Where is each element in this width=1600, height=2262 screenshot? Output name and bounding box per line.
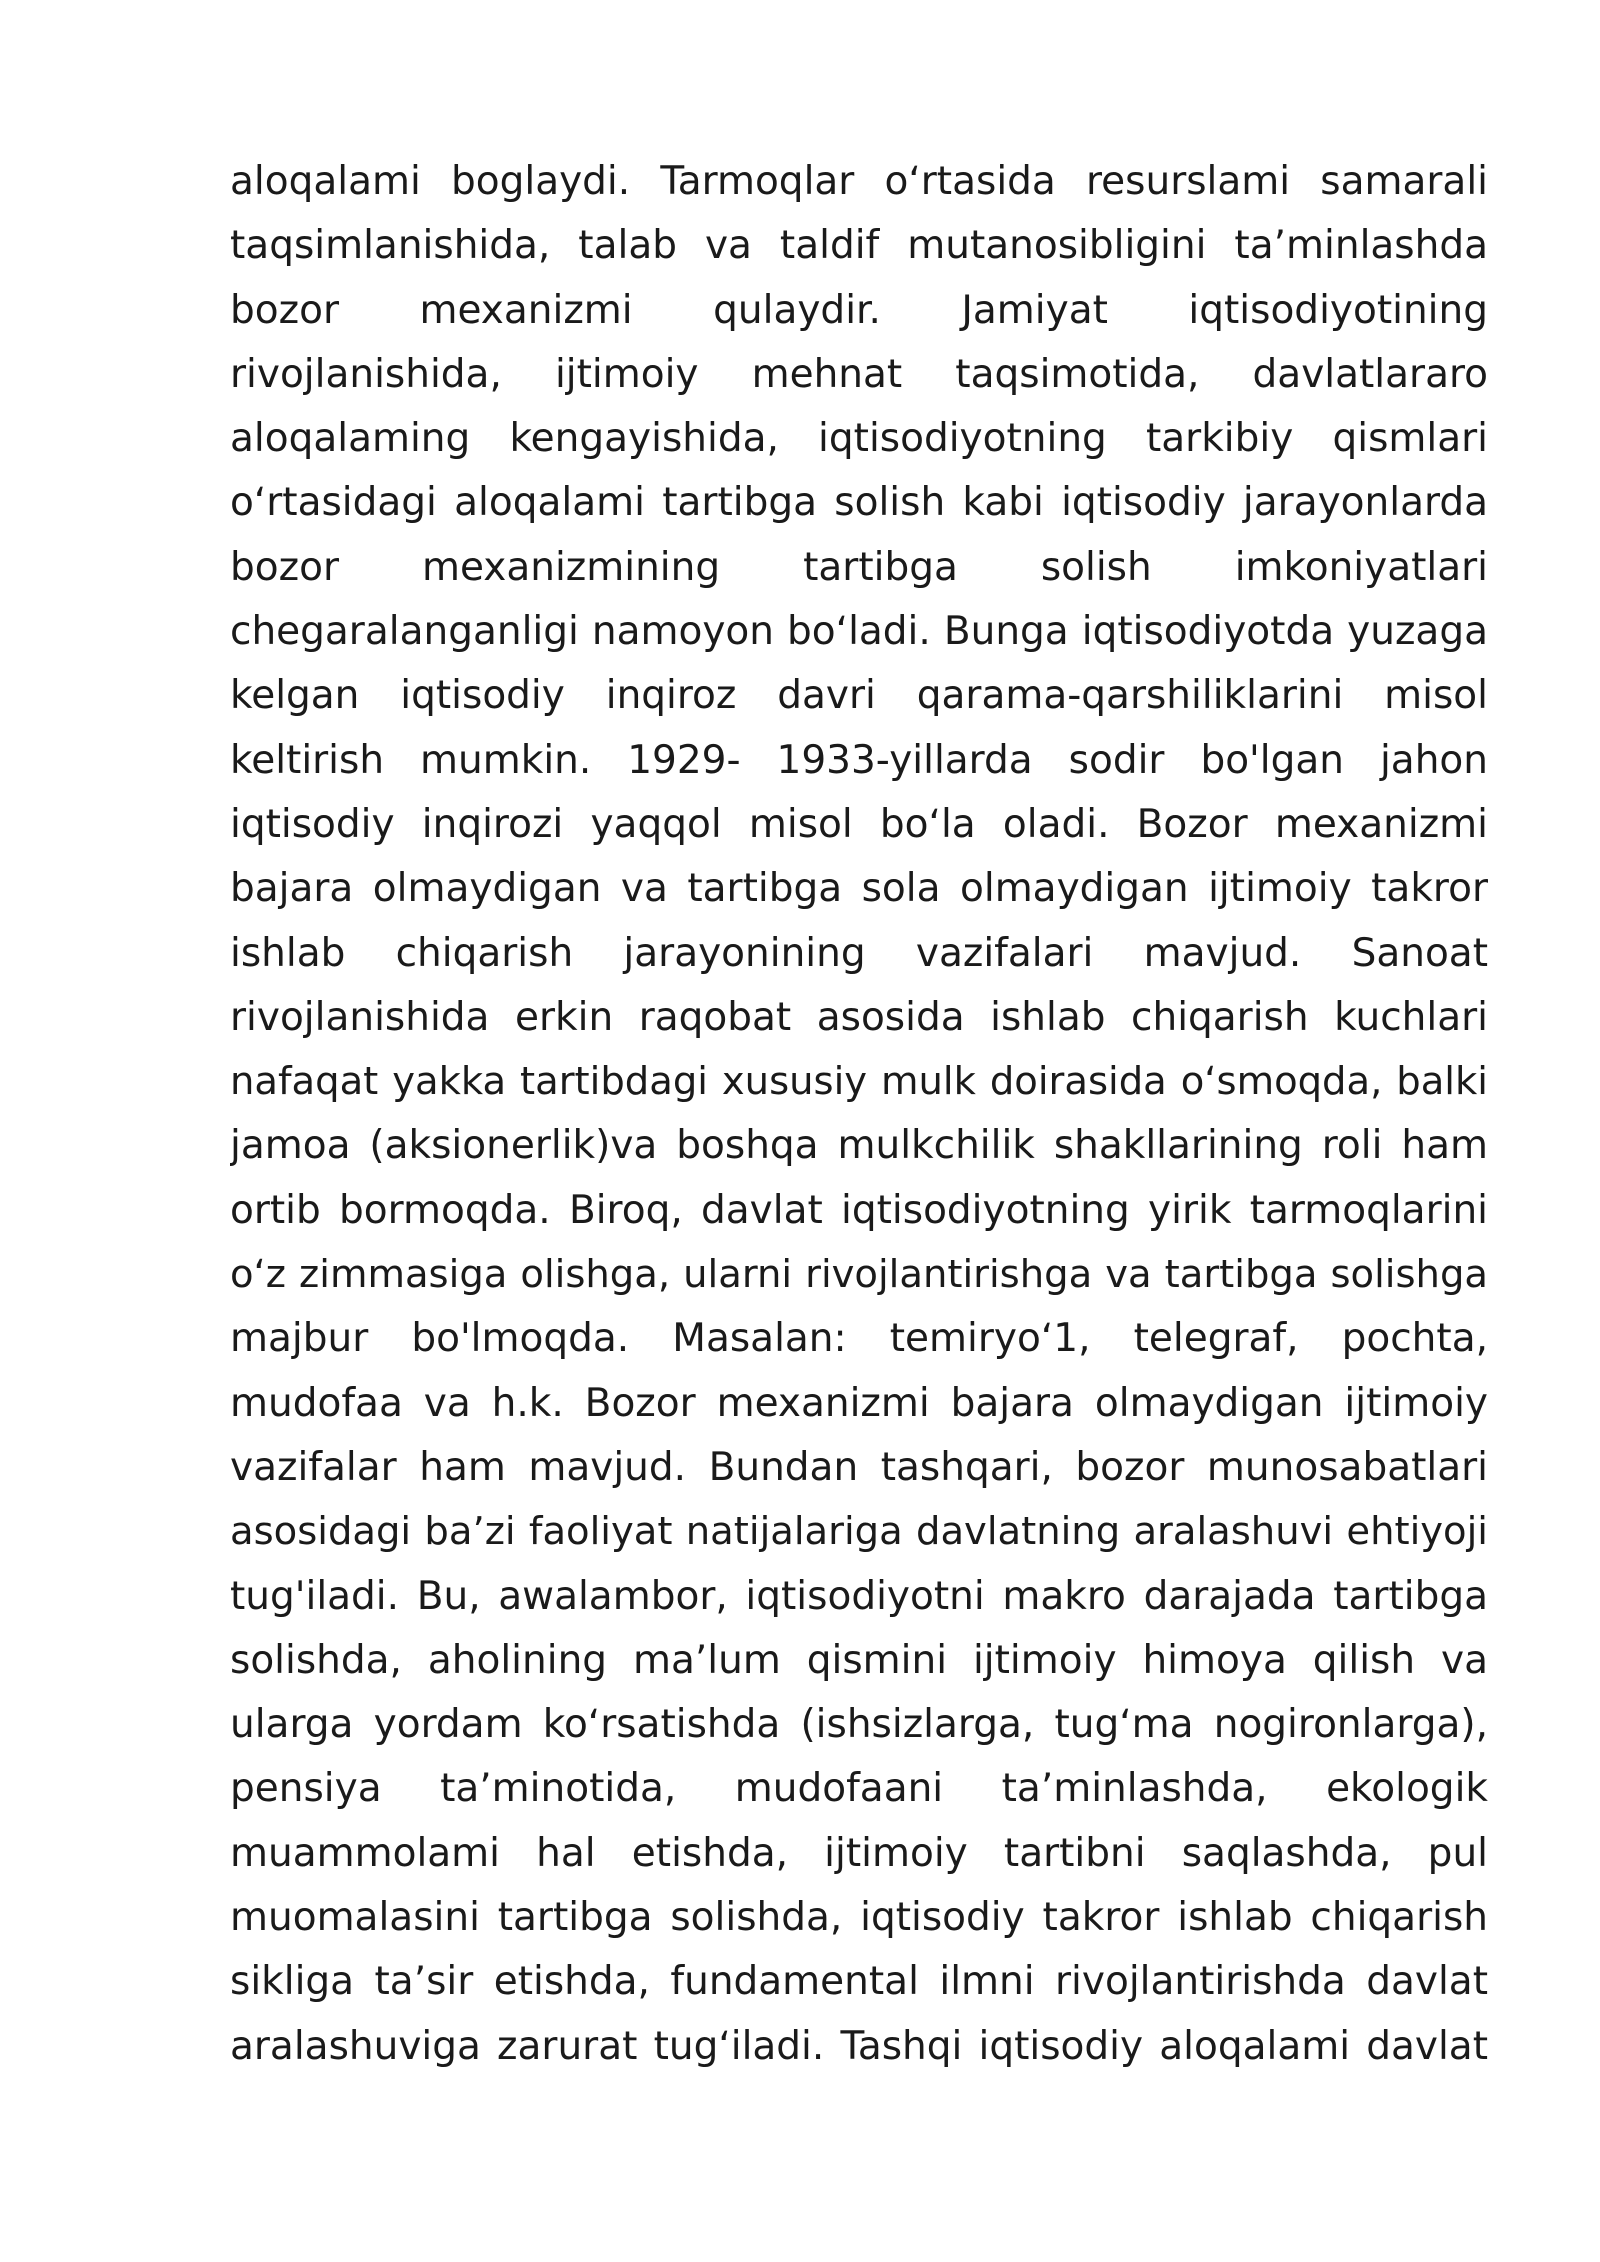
text-line: keltirish mumkin. 1929- 1933-yillarda sodir bo'lgan jahon (230, 737, 1488, 783)
text-line: o‘rtasidagi aloqalami tartibga solish kabi iqtisodiy jarayonlarda (230, 480, 1488, 526)
text-line: ularga yordam ko‘rsatishda (ishsizlarga, tug‘ma nogironlarga), (230, 1702, 1488, 1748)
text-line: nafaqat yakka tartibdagi xususiy mulk doirasida o‘smoqda, balki (230, 1059, 1488, 1105)
text-line: ortib bormoqda. Biroq, davlat iqtisodiyotning yirik tarmoqlarini (230, 1187, 1488, 1233)
text-line: ishlab chiqarish jarayonining vazifalari mavjud. Sanoat (230, 930, 1488, 976)
text-line: iqtisodiy inqirozi yaqqol misol bo‘la oladi. Bozor mexanizmi (230, 801, 1488, 847)
text-line: jamoa (aksionerlik)va boshqa mulkchilik shakllarining roli ham (230, 1123, 1488, 1169)
text-line: bozor mexanizmining tartibga solish imkoniyatlari (230, 544, 1488, 590)
text-line: mudofaa va h.k. Bozor mexanizmi bajara olmaydigan ijtimoiy (230, 1380, 1488, 1426)
text-line: bajara olmaydigan va tartibga sola olmaydigan ijtimoiy takror (230, 866, 1488, 912)
text-line: muammolami hal etishda, ijtimoiy tartibni saqlashda, pul (230, 1830, 1488, 1876)
text-line: aloqalami boglaydi. Tarmoqlar o‘rtasida resurslami samarali (230, 159, 1488, 204)
text-line: majbur bo'lmoqda. Masalan: temiryo‘1, telegraf, pochta, (230, 1316, 1488, 1362)
text-line: aloqalaming kengayishida, iqtisodiyotning tarkibiy qismlari (230, 416, 1488, 462)
text-line: tug'iladi. Bu, awalambor, iqtisodiyotni makro darajada tartibga (230, 1573, 1488, 1619)
text-line: bozor mexanizmi qulaydir. Jamiyat iqtisodiyotining (230, 287, 1488, 333)
text-line: rivojlanishida erkin raqobat asosida ishlab chiqarish kuchlari (230, 994, 1488, 1040)
text-line: taqsimlanishida, talab va taldif mutanosibligini ta’minlashda (230, 223, 1488, 269)
text-line: kelgan iqtisodiy inqiroz davri qarama-qarshiliklarini misol (230, 673, 1488, 719)
text-line: sikliga ta’sir etishda, fundamental ilmni rivojlantirishda davlat (230, 1959, 1488, 2005)
text-line: muomalasini tartibga solishda, iqtisodiy takror ishlab chiqarish (230, 1895, 1488, 1941)
text-line: chegaralanganligi namoyon bo‘ladi. Bunga iqtisodiyotda yuzaga (230, 609, 1488, 655)
text-line: vazifalar ham mavjud. Bundan tashqari, bozor munosabatlari (230, 1444, 1488, 1490)
text-line: aralashuviga zarurat tug‘iladi. Tashqi iqtisodiy aloqalami davlat (230, 2023, 1488, 2069)
text-line: asosidagi ba’zi faoliyat natijalariga davlatning aralashuvi ehtiyoji (230, 1509, 1488, 1555)
text-line: rivojlanishida, ijtimoiy mehnat taqsimotida, davlatlararo (230, 351, 1488, 397)
body-text (230, 150, 1488, 2079)
text-line: pensiya ta’minotida, mudofaani ta’minlashda, ekologik (230, 1766, 1488, 1812)
text-line: o‘z zimmasiga olishga, ularni rivojlantirishga va tartibga solishga (230, 1252, 1488, 1298)
text-line: solishda, aholining ma’lum qismini ijtimoiy himoya qilish va (230, 1637, 1488, 1683)
